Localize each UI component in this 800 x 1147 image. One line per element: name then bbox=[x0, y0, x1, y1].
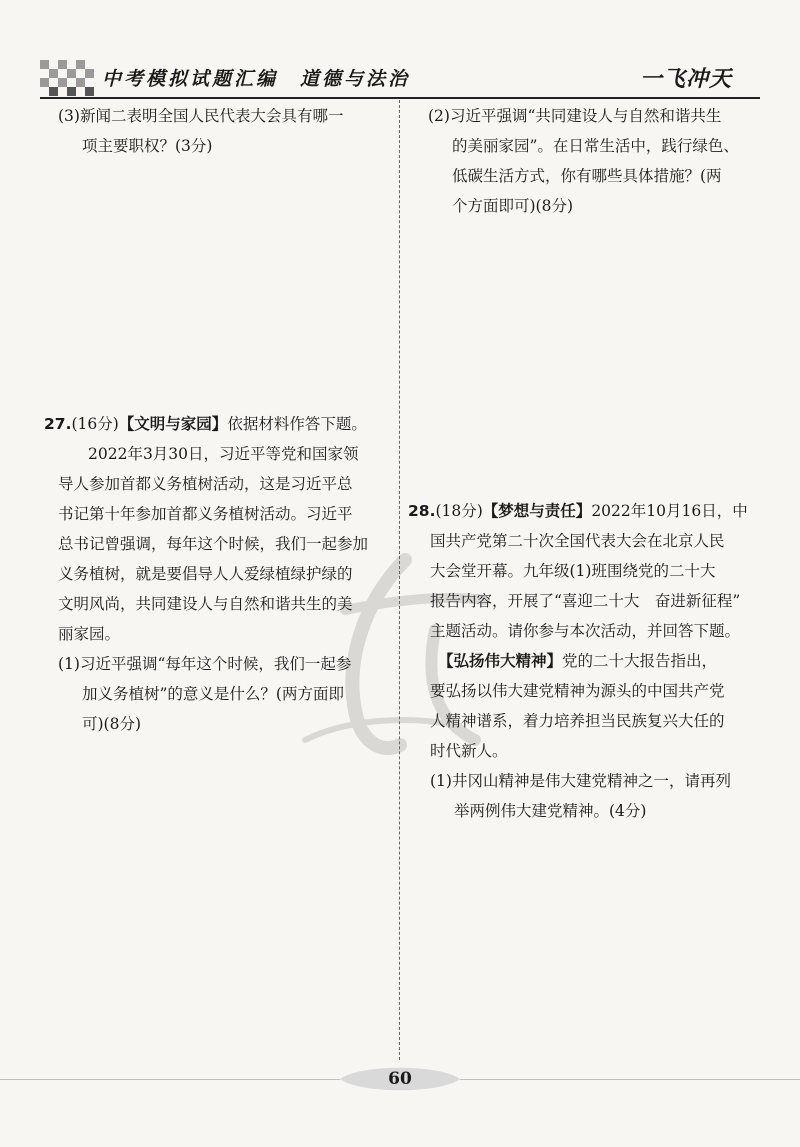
question-text: (1)习近平强调“每年这个时候，我们一起参 bbox=[58, 655, 352, 673]
book-title: 中考模拟试题汇编 道德与法治 bbox=[102, 68, 411, 90]
question-text: 的美丽家园”。在日常生活中，践行绿色、 bbox=[452, 137, 739, 155]
question-text: (1)井冈山精神是伟大建党精神之一，请再列 bbox=[430, 772, 731, 790]
question-intro: 依据材料作答下题。 bbox=[227, 415, 367, 433]
section-text: 党的二十大报告指出， bbox=[562, 652, 718, 670]
question-27 bbox=[44, 409, 390, 739]
question-topic-tag: 【文明与家园】 bbox=[118, 415, 228, 433]
material-line: 义务植树，就是要倡导人人爱绿植绿护绿的 bbox=[58, 565, 353, 583]
material-line: 导人参加首都义务植树活动，这是习近平总 bbox=[58, 475, 353, 493]
question-topic-tag: 【梦想与责任】 bbox=[482, 502, 592, 520]
brand-logo: 一飞冲天 bbox=[640, 66, 733, 92]
material-line: 书记第十年参加首都义务植树活动。习近平 bbox=[58, 505, 353, 523]
page-header bbox=[0, 0, 800, 100]
question-28-background bbox=[408, 526, 763, 826]
question-28-heading bbox=[408, 496, 763, 526]
page-number: 60 bbox=[388, 1069, 412, 1089]
section-text: 人精神谱系，着力培养担当民族复兴大任的 bbox=[430, 712, 725, 730]
footer-rule bbox=[460, 1079, 800, 1080]
question-number: 27. bbox=[44, 415, 72, 433]
question-text: 大会堂开幕。九年级(1)班围绕党的二十大 bbox=[430, 562, 716, 580]
question-27-part-1 bbox=[44, 649, 390, 739]
question-text: (3)新闻二表明全国人民代表大会具有哪一 bbox=[58, 107, 344, 125]
question-text: 报告内容，开展了“喜迎二十大 奋进新征程” bbox=[430, 592, 741, 610]
section-tag: 【弘扬伟大精神】 bbox=[438, 652, 563, 670]
question-text: 可)(8分) bbox=[82, 715, 142, 733]
question-text: (2)习近平强调“共同建设人与自然和谐共生 bbox=[428, 107, 722, 125]
question-27-part-2 bbox=[428, 101, 763, 221]
question-text: 个方面即可)(8分) bbox=[452, 197, 574, 215]
question-28 bbox=[408, 496, 763, 826]
question-score: (18分) bbox=[435, 502, 483, 520]
material-line: 2022年3月30日，习近平等党和国家领 bbox=[88, 445, 359, 463]
material-line: 丽家园。 bbox=[58, 625, 121, 643]
question-text: 2022年10月16日，中 bbox=[591, 502, 748, 520]
question-text: 加义务植树”的意义是什么？(两方面即 bbox=[82, 685, 344, 703]
question-text: 主题活动。请你参与本次活动，并回答下题。 bbox=[430, 622, 741, 640]
question-score: (16分) bbox=[71, 415, 119, 433]
question-text: 项主要职权？(3分) bbox=[82, 137, 213, 155]
question-text: 低碳生活方式，你有哪些具体措施？(两 bbox=[452, 167, 722, 185]
material-line: 文明风尚，共同建设人与自然和谐共生的美 bbox=[58, 595, 353, 613]
question-26-part-3 bbox=[58, 101, 388, 161]
question-text: 国共产党第二十次全国代表大会在北京人民 bbox=[430, 532, 725, 550]
material-line: 总书记曾强调，每年这个时候，我们一起参加 bbox=[58, 535, 369, 553]
header-rule bbox=[40, 97, 760, 99]
question-number: 28. bbox=[408, 502, 436, 520]
material-paragraph bbox=[44, 439, 390, 649]
footer-rule bbox=[0, 1079, 340, 1080]
question-27-heading bbox=[44, 409, 390, 439]
section-text: 要弘扬以伟大建党精神为源头的中国共产党 bbox=[430, 682, 725, 700]
checker-logo-icon bbox=[40, 60, 98, 98]
section-heading bbox=[430, 646, 763, 676]
question-text: 举两例伟大建党精神。(4分) bbox=[454, 802, 647, 820]
section-text: 时代新人。 bbox=[430, 742, 508, 760]
